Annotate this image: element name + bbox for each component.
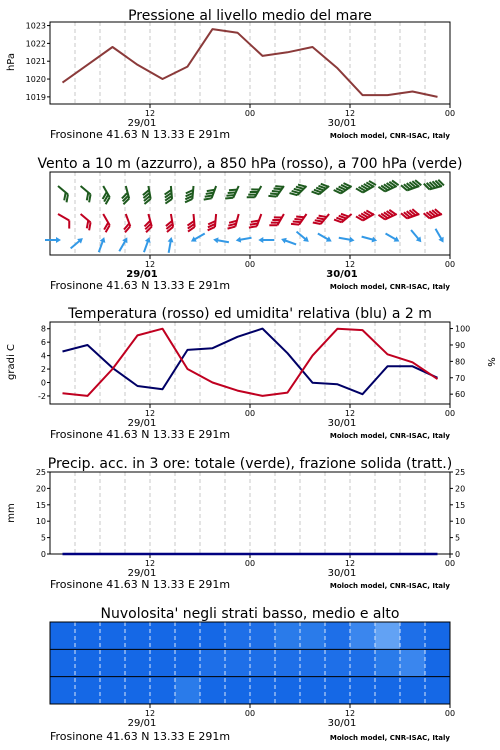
wind-barb (69, 236, 85, 251)
wind-barb (249, 212, 261, 230)
cloud-cell (300, 622, 326, 649)
wind-barb (295, 229, 311, 244)
wind-barb (433, 227, 446, 244)
arrow-head (438, 237, 446, 244)
cloud-cell (400, 677, 426, 704)
location-label: Frosinone 41.63 N 13.33 E 291m (50, 730, 231, 743)
cloud-cell (150, 622, 176, 649)
wind-barb (313, 210, 329, 228)
wind-barb (247, 183, 262, 201)
cloud-cell (75, 677, 101, 704)
time-tick-label: 00 (244, 559, 256, 568)
cloud-cell (350, 677, 376, 704)
wind-barb (55, 214, 73, 229)
wind-barb (334, 180, 352, 195)
wind-barb (76, 186, 94, 202)
cloud-cell (400, 649, 426, 676)
y-tick-label-right: 25 (455, 468, 466, 477)
cloud-cell (300, 677, 326, 704)
model-label: Moloch model, CNR-ISAC, Italy (329, 582, 450, 590)
cloud-cell (350, 622, 376, 649)
wind-barb (142, 214, 153, 232)
y-tick-label-right: 0 (455, 550, 461, 559)
cloud-cell (275, 677, 301, 704)
y-tick-label-right: 10 (455, 517, 466, 527)
temperature-title: Temperatura (rosso) ed umidita' relativa (blu) a 2 m (68, 306, 432, 322)
location-label: Frosinone 41.63 N 13.33 E 291m (50, 128, 231, 141)
cloud-cell (200, 677, 226, 704)
barb-staff (58, 214, 69, 221)
wind-barb (401, 179, 421, 192)
location-label: Frosinone 41.63 N 13.33 E 291m (50, 578, 231, 591)
wind-barb (312, 181, 330, 197)
y-tick-label-right: 80 (455, 357, 466, 367)
wind-barb (409, 228, 424, 244)
model-label: Moloch model, CNR-ISAC, Italy (329, 734, 450, 742)
time-tick-label: 00 (444, 409, 456, 418)
y-tick-label: 0 (40, 378, 46, 388)
plot-frame (50, 472, 450, 554)
cloud-cell (350, 649, 376, 676)
y-tick-label: 1020 (25, 75, 46, 85)
y-tick-label: 1022 (25, 39, 46, 49)
wind-barb (141, 236, 152, 253)
wind-barb (76, 214, 94, 230)
cloud-cell (100, 622, 126, 649)
time-tick-label: 12 (144, 709, 156, 718)
cloud-cell (100, 677, 126, 704)
date-label: 29/01 (127, 418, 157, 429)
wind-barb (54, 186, 72, 202)
time-tick-label: 12 (144, 109, 156, 118)
arrow-head (258, 237, 263, 243)
y-tick-label: 5 (40, 533, 46, 543)
cloud-cell (125, 677, 151, 704)
date-label: 29/01 (126, 269, 158, 280)
time-tick-label: 00 (244, 409, 256, 418)
time-tick-label: 12 (344, 409, 356, 418)
cloud-cell (75, 649, 101, 676)
time-tick-label: 12 (144, 409, 156, 418)
wind-barb (228, 212, 239, 230)
time-tick-label: 12 (344, 709, 356, 718)
cloud-cell (125, 622, 151, 649)
time-tick-label: 00 (444, 559, 456, 568)
arrow-head (326, 236, 333, 244)
arrow-head (189, 236, 196, 244)
cloud-cell (225, 622, 251, 649)
wind-barb (164, 214, 174, 232)
wind-barb (96, 236, 107, 253)
time-tick-label: 12 (144, 559, 156, 568)
wind-barb (164, 186, 172, 204)
wind-barb (384, 231, 401, 244)
wind-barb (97, 186, 112, 204)
y-tick-label: 1019 (25, 92, 46, 102)
cloud-cell (75, 622, 101, 649)
arrow-head (213, 237, 219, 244)
model-label: Moloch model, CNR-ISAC, Italy (329, 283, 450, 291)
model-label: Moloch model, CNR-ISAC, Italy (329, 432, 450, 440)
y-tick-label-right: 15 (455, 500, 466, 510)
cloud-cell (275, 649, 301, 676)
humidity-ylabel: % (485, 357, 496, 367)
time-tick-label: 12 (344, 260, 356, 269)
cloud-cell (325, 677, 351, 704)
date-label: 30/01 (326, 269, 358, 280)
wind-barb (185, 185, 193, 203)
precipitation-title: Precip. acc. in 3 ore: totale (verde), frazione solida (tratt.) (47, 456, 453, 472)
y-tick-label-right: 60 (455, 390, 466, 400)
date-label: 30/01 (327, 418, 357, 429)
cloud-cell (150, 677, 176, 704)
barb-feather (66, 221, 73, 229)
time-tick-label: 12 (344, 109, 356, 118)
cloud-title: Nuvolosita' negli strati basso, medio e alto (100, 606, 400, 622)
cloud-cell (50, 677, 76, 704)
wind-barb (378, 179, 398, 193)
y-tick-label: 4 (40, 351, 46, 361)
cloud-cell (375, 649, 401, 676)
wind-barb (291, 210, 306, 228)
wind-barb (290, 181, 307, 198)
cloud-cell (175, 622, 201, 649)
plot-frame (50, 22, 450, 104)
arrow-head (168, 237, 175, 243)
cloud-cell (325, 622, 351, 649)
y-tick-label-right: 70 (455, 373, 466, 383)
wind-barb (204, 184, 216, 202)
wind-panel (37, 156, 462, 292)
precipitation-ylabel: mm (6, 503, 17, 523)
temperature-humidity-panel (6, 306, 496, 441)
wind-barb (269, 211, 284, 229)
cloud-cell (150, 649, 176, 676)
cloud-cell (50, 622, 76, 649)
wind-barb (424, 179, 444, 191)
date-label: 30/01 (327, 718, 357, 729)
cloud-cell (225, 649, 251, 676)
wind-barb (225, 183, 239, 201)
y-tick-label: 1023 (25, 21, 46, 31)
cloud-cell (250, 677, 276, 704)
plot-frame (50, 322, 450, 404)
cloud-cover-panel (50, 606, 455, 743)
cloud-cell (250, 649, 276, 676)
arrow-head (100, 236, 107, 243)
y-tick-label: 15 (35, 500, 46, 510)
cloud-cell (375, 677, 401, 704)
cloud-cell (225, 677, 251, 704)
time-tick-label: 12 (344, 559, 356, 568)
arrow-head (280, 236, 287, 243)
arrow-head (122, 236, 130, 243)
precipitation-panel (6, 456, 465, 591)
cloud-cell (200, 622, 226, 649)
pressure-panel (6, 8, 455, 141)
location-label: Frosinone 41.63 N 13.33 E 291m (50, 428, 231, 441)
wind-title: Vento a 10 m (azzurro), a 850 hPa (rosso), a 700 hPa (verde) (37, 156, 463, 172)
wind-barb (268, 182, 283, 200)
time-tick-label: 00 (444, 260, 456, 269)
wind-barb (166, 237, 175, 254)
y-tick-label: 6 (40, 338, 46, 348)
y-tick-label: 8 (40, 324, 46, 334)
y-tick-label: 10 (35, 517, 46, 527)
y-tick-label-right: 100 (455, 324, 471, 334)
arrow-head (56, 237, 61, 243)
wind-barb (356, 208, 374, 223)
cloud-cell (175, 649, 201, 676)
y-tick-label: 20 (35, 484, 46, 494)
wind-barb (424, 207, 442, 219)
wind-barb (338, 235, 355, 244)
cloud-cell (175, 677, 201, 704)
cloud-cell (400, 622, 426, 649)
y-tick-label: -2 (38, 391, 46, 401)
cloud-cell (425, 649, 451, 676)
cloud-cell (425, 622, 451, 649)
y-tick-label: 0 (40, 550, 46, 559)
date-label: 30/01 (327, 568, 357, 579)
location-label: Frosinone 41.63 N 13.33 E 291m (50, 279, 231, 292)
wind-barb (213, 237, 230, 246)
y-tick-label: 2 (40, 365, 46, 375)
temperature-ylabel: gradi C (6, 344, 17, 380)
arrow-head (235, 237, 241, 244)
time-tick-label: 12 (144, 260, 156, 269)
cloud-cell (300, 649, 326, 676)
y-tick-label-right: 90 (455, 340, 466, 350)
wind-barb (117, 236, 130, 253)
wind-barb (189, 231, 206, 244)
wind-barb (208, 213, 216, 231)
cloud-cell (125, 649, 151, 676)
arrow-head (145, 236, 152, 243)
cloud-cell (275, 622, 301, 649)
cloud-cell (250, 622, 276, 649)
cloud-cell (325, 649, 351, 676)
cloud-cell (375, 622, 401, 649)
y-tick-label-right: 5 (455, 533, 461, 543)
y-tick-label: 1021 (25, 57, 46, 67)
time-tick-label: 00 (244, 260, 256, 269)
wind-barb (97, 214, 112, 232)
pressure-ylabel: hPa (6, 52, 17, 72)
wind-barb (401, 207, 419, 219)
pressure-title: Pressione al livello medio del mare (128, 8, 372, 24)
cloud-cell (200, 649, 226, 676)
time-tick-label: 00 (244, 109, 256, 118)
wind-barb (187, 214, 195, 232)
date-label: 29/01 (127, 118, 157, 129)
wind-barb (378, 208, 396, 222)
y-tick-label: 25 (35, 468, 46, 477)
wind-barb (334, 209, 352, 225)
wind-barb (356, 179, 376, 195)
model-label: Moloch model, CNR-ISAC, Italy (329, 132, 450, 140)
time-tick-label: 00 (444, 109, 456, 118)
cloud-cell (425, 677, 451, 704)
cloud-cell (100, 649, 126, 676)
cloud-cell (50, 649, 76, 676)
date-label: 29/01 (127, 568, 157, 579)
time-tick-label: 00 (244, 709, 256, 718)
y-tick-label-right: 20 (455, 484, 466, 494)
date-label: 30/01 (327, 118, 357, 129)
wind-barb (258, 237, 274, 243)
time-tick-label: 00 (444, 709, 456, 718)
wind-barb (280, 236, 297, 247)
date-label: 29/01 (127, 718, 157, 729)
wind-barb (45, 237, 61, 243)
